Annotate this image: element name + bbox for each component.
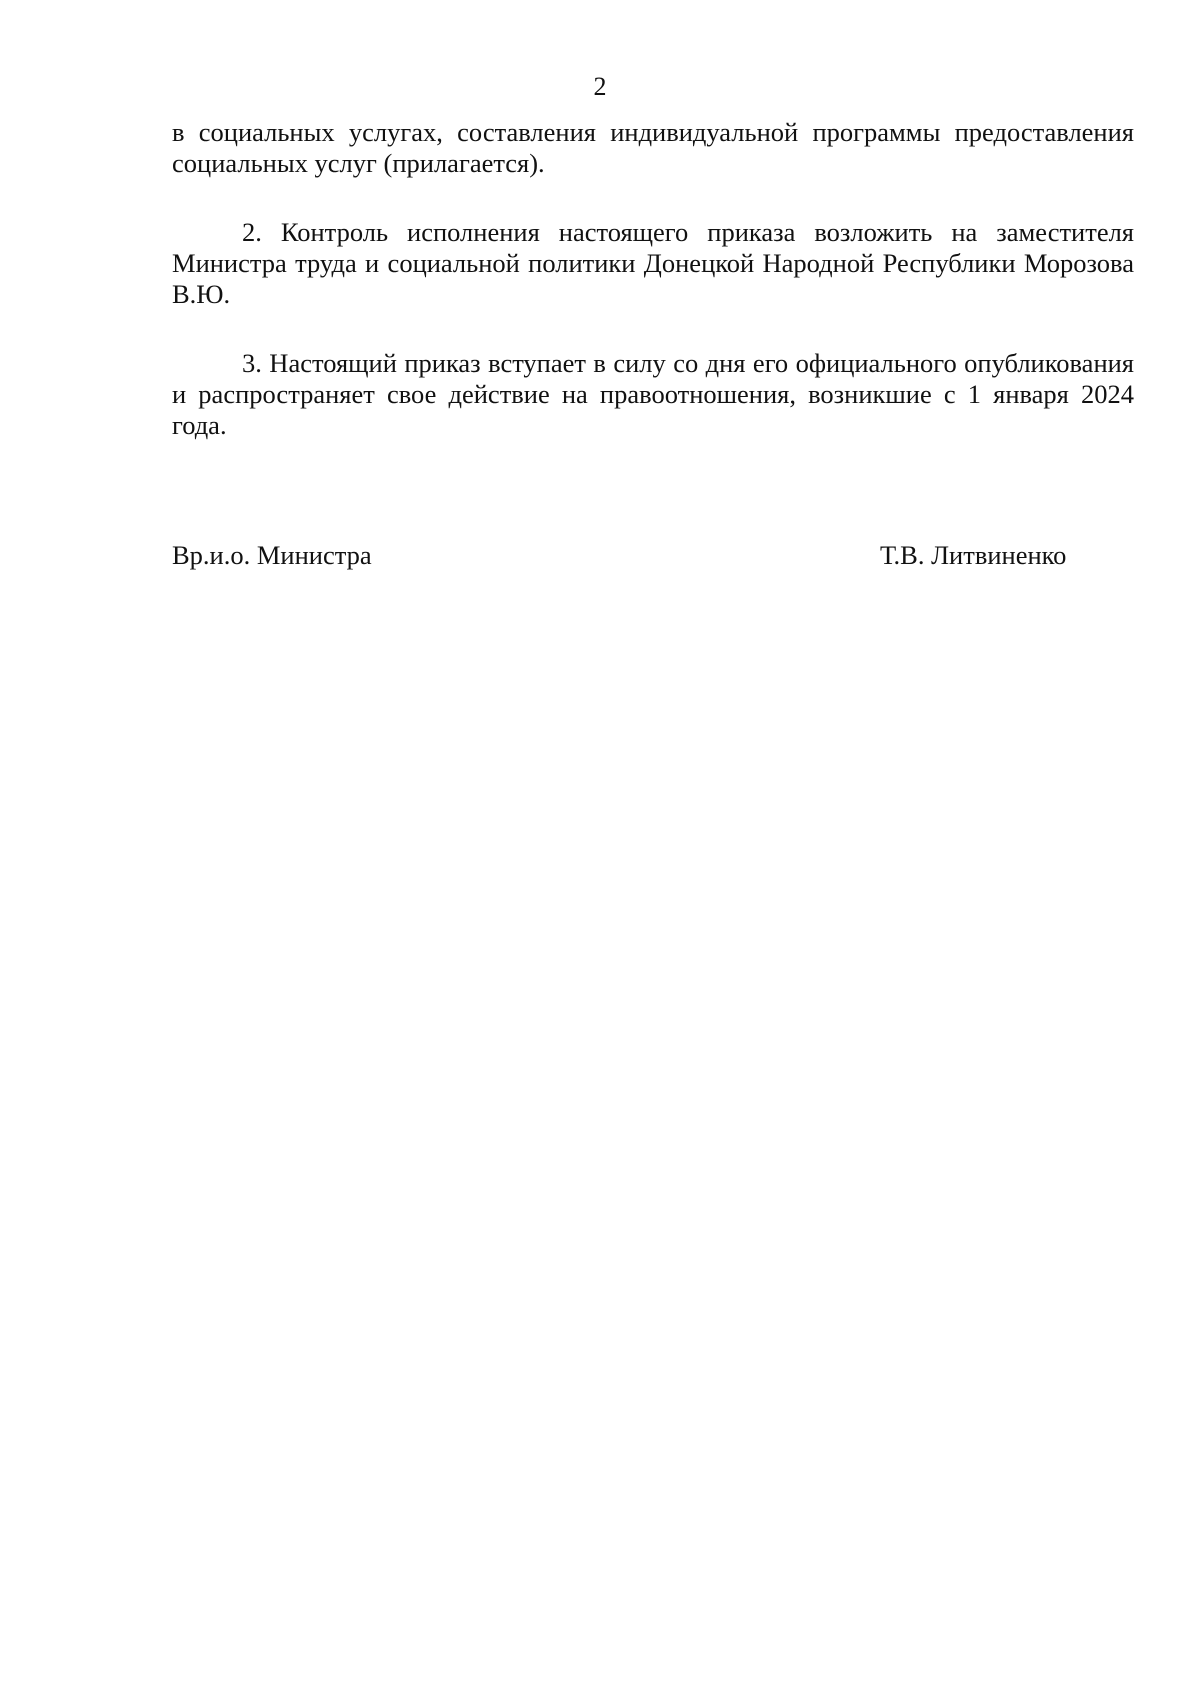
paragraph-item-3: 3. Настоящий приказ вступает в силу со дня его официального опубликования и распространяет свое действие на правоотношения, возникшие с 1 января 2024 года. [172, 348, 1134, 440]
paragraph-item-2: 2. Контроль исполнения настоящего приказа возложить на заместителя Министра труда и социальной политики Донецкой Народной Республики Морозова В.Ю. [172, 217, 1134, 309]
signatory-position: Вр.и.о. Министра [172, 540, 372, 570]
signatory-name: Т.В. Литвиненко [880, 540, 1067, 570]
document-body [172, 117, 1134, 441]
paragraph-continuation: в социальных услугах, составления индивидуальной программы предоставления социальных услуг (прилагается). [172, 117, 1134, 178]
page-number: 2 [593, 72, 607, 101]
